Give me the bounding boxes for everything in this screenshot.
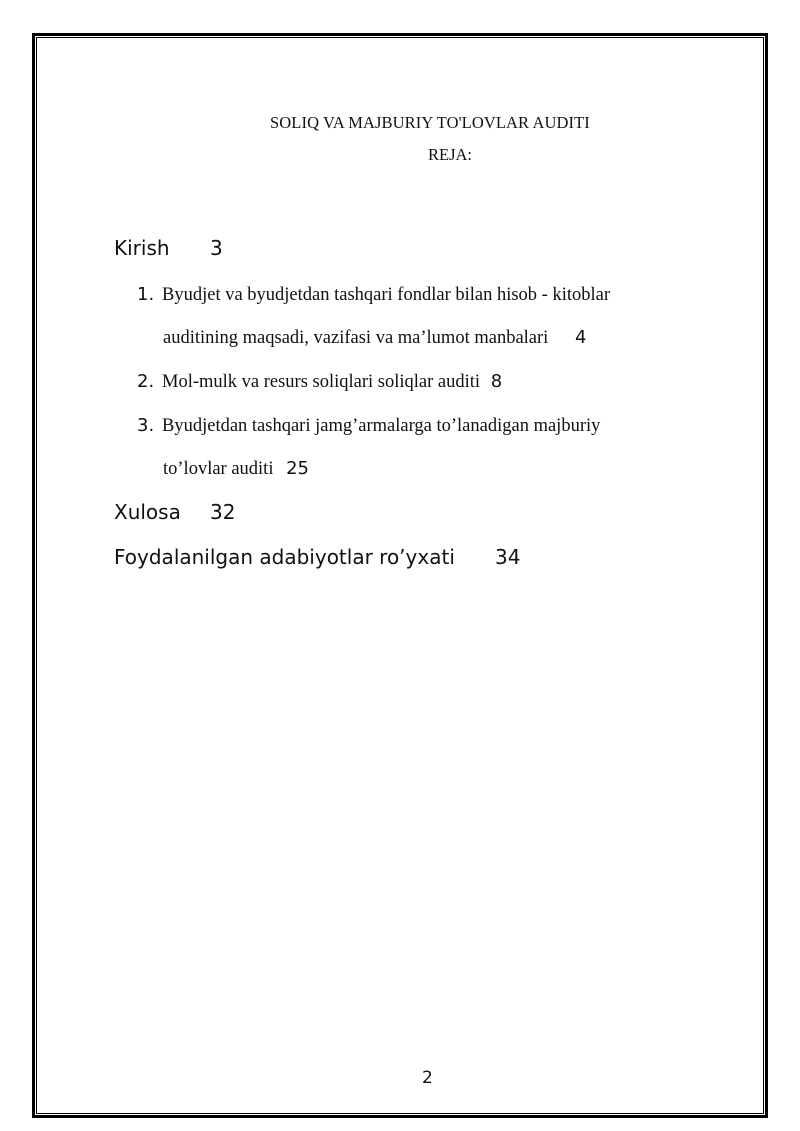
toc-item-1 xyxy=(137,284,610,306)
toc-conclusion xyxy=(114,500,236,524)
toc-item-2-page: 8 xyxy=(490,371,503,392)
toc-item-1-number: 1. xyxy=(137,284,155,305)
document-title: SOLIQ VA MAJBURIY TO'LOVLAR AUDITI xyxy=(270,113,590,132)
toc-item-1-line2: auditining maqsadi, vazifasi va ma’lumot manbalari xyxy=(163,328,549,348)
toc-intro-label: Kirish xyxy=(114,236,170,260)
toc-item-3-number: 3. xyxy=(137,415,155,436)
toc-item-1-page: 4 xyxy=(574,327,587,348)
document-subtitle: REJA: xyxy=(428,145,473,164)
toc-item-3 xyxy=(137,415,600,437)
toc-references xyxy=(114,545,521,569)
toc-intro xyxy=(114,236,223,260)
page-number: 2 xyxy=(422,1068,433,1088)
toc-item-3-continuation xyxy=(163,458,309,480)
toc-item-2 xyxy=(137,371,502,393)
toc-item-1-continuation xyxy=(163,327,586,349)
toc-item-3-line1: Byudjetdan tashqari jamg’armalarga to’lanadigan majburiy xyxy=(162,416,601,436)
toc-conclusion-page: 32 xyxy=(210,500,236,524)
toc-item-1-line1: Byudjet va byudjetdan tashqari fondlar bilan hisob - kitoblar xyxy=(162,285,611,305)
toc-references-page: 34 xyxy=(495,545,521,569)
toc-item-2-line1: Mol-mulk va resurs soliqlari soliqlar auditi xyxy=(162,372,481,392)
toc-intro-page: 3 xyxy=(210,236,223,260)
toc-conclusion-label: Xulosa xyxy=(114,500,181,524)
toc-item-3-page: 25 xyxy=(286,458,309,479)
toc-item-3-line2: to’lovlar auditi xyxy=(163,459,274,479)
page-border xyxy=(32,33,768,1118)
toc-item-2-number: 2. xyxy=(137,371,155,392)
toc-references-label: Foydalanilgan adabiyotlar ro’yxati xyxy=(114,545,455,569)
